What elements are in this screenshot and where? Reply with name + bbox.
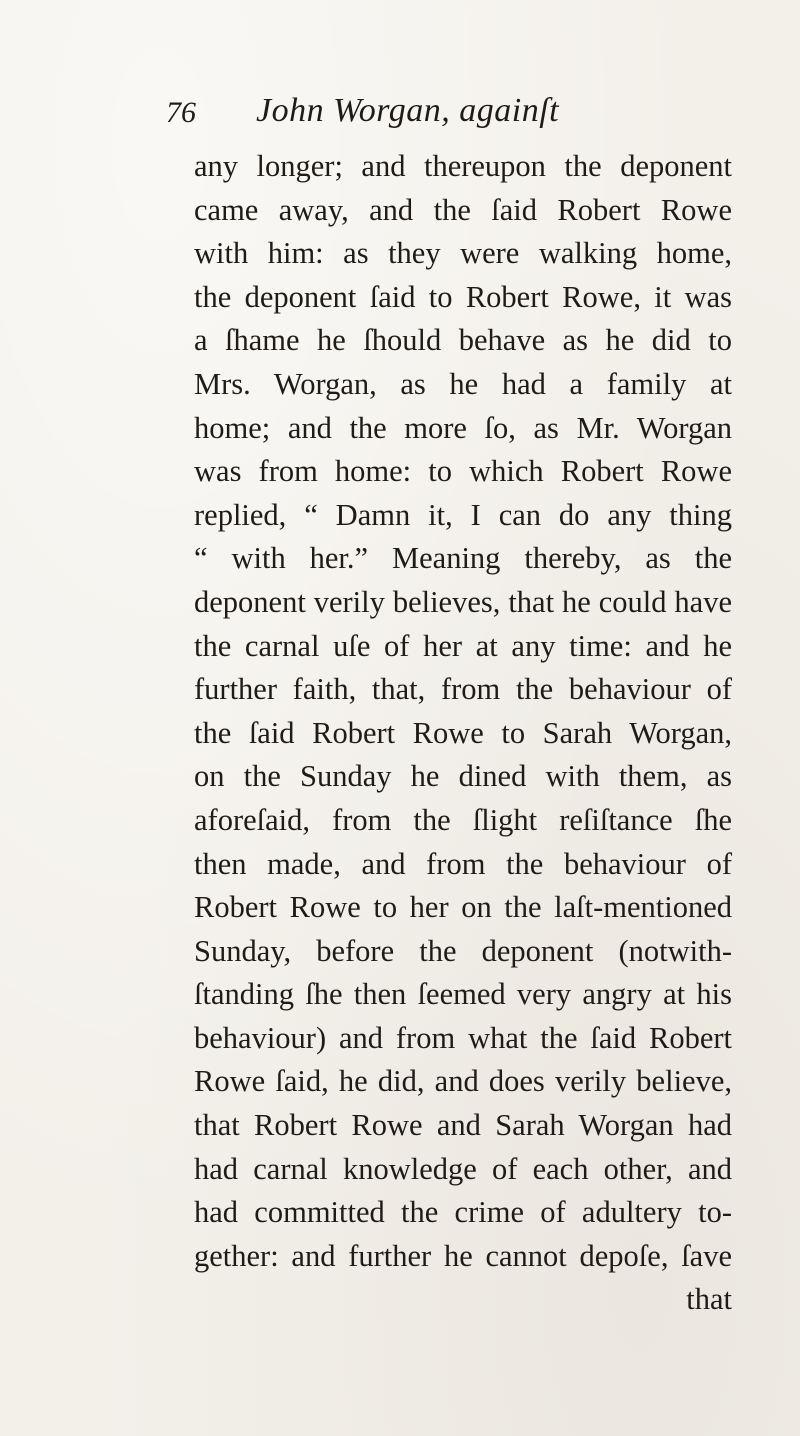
text-line: had carnal knowledge of each other, and: [194, 1151, 732, 1186]
text-line: on the Sunday he dined with them, as: [194, 759, 732, 794]
page-number: 76: [166, 96, 196, 129]
text-line: ſtanding ſhe then ſeemed very angry at his: [194, 977, 732, 1012]
text-line: “ with her.” Meaning thereby, as the: [194, 541, 732, 576]
text-line: with him: as they were walking home,: [194, 236, 732, 271]
text-line: then made, and from the behaviour of: [194, 846, 732, 881]
text-line: gether: and further he cannot depoſe, ſave: [194, 1238, 732, 1273]
body-text: [194, 145, 732, 1322]
text-line: any longer; and thereupon the deponent: [194, 149, 732, 183]
running-head: [166, 86, 726, 136]
text-line: Rowe ſaid, he did, and does verily believe,: [194, 1064, 732, 1099]
text-line: Robert Rowe to her on the laſt-mentioned: [194, 890, 732, 925]
text-line: deponent verily believes, that he could have: [194, 584, 732, 619]
text-line: further faith, that, from the behaviour of: [194, 672, 732, 707]
text-line: Sunday, before the deponent (notwith-: [194, 933, 732, 968]
text-line: home; and the more ſo, as Mr. Worgan: [194, 410, 732, 445]
text-line: the ſaid Robert Rowe to Sarah Worgan,: [194, 715, 732, 750]
text-line: the carnal uſe of her at any time: and he: [194, 628, 732, 663]
text-line: aforeſaid, from the ſlight reſiſtance ſhe: [194, 802, 732, 837]
running-title: John Worgan, againſt: [256, 92, 560, 129]
text-line: replied, “ Damn it, I can do any thing: [194, 497, 732, 532]
catchword: that: [686, 1282, 732, 1317]
text-line: that Robert Rowe and Sarah Worgan had: [194, 1108, 732, 1143]
text-line: had committed the crime of adultery to-: [194, 1195, 732, 1230]
text-line: was from home: to which Robert Rowe: [194, 454, 732, 489]
text-line: came away, and the ſaid Robert Rowe: [194, 192, 732, 227]
text-line: the deponent ſaid to Robert Rowe, it was: [194, 279, 732, 314]
text-line: a ſhame he ſhould behave as he did to: [194, 323, 732, 358]
text-line: Mrs. Worgan, as he had a family at: [194, 366, 732, 401]
text-line: behaviour) and from what the ſaid Robert: [194, 1020, 732, 1055]
